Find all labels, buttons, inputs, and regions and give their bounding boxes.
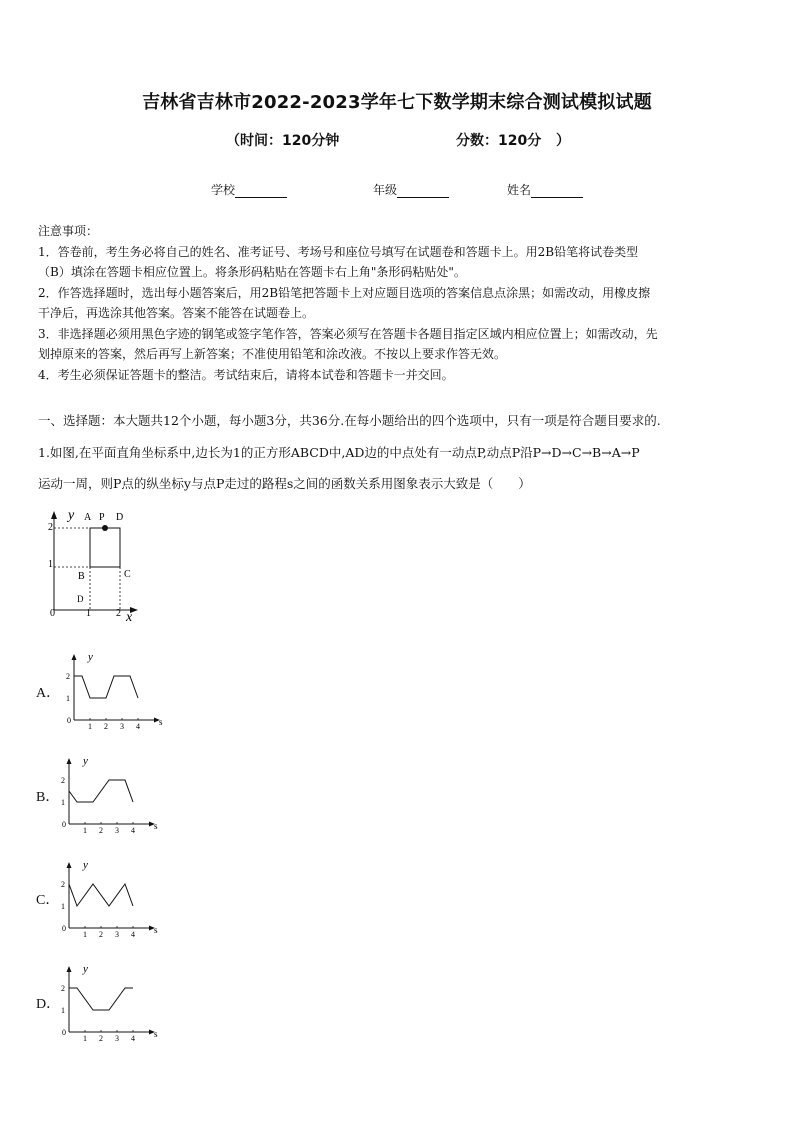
- graph-origin: 0: [67, 716, 71, 725]
- label-p: P: [99, 512, 105, 523]
- section-heading: 一、选择题：本大题共12个小题，每小题3分，共36分.在每小题给出的四个选项中，只有一项是符合题目要求的.: [38, 413, 661, 428]
- option-d-graph[interactable]: [57, 962, 167, 1042]
- name-field[interactable]: [507, 181, 583, 198]
- option-b-graph[interactable]: [57, 754, 167, 834]
- graph-x-tick: 1: [83, 1034, 87, 1042]
- graph-y-tick: 1: [61, 902, 65, 911]
- notice-line: 干净后，再选涂其他答案。答案不能答在试题卷上。: [38, 306, 315, 320]
- point-p: [102, 525, 108, 531]
- graph-y-tick: 1: [61, 1006, 65, 1015]
- graph-x-tick: 3: [115, 930, 119, 938]
- figure-tick-x1: 1: [86, 608, 91, 619]
- question-1-line-1: 1.如图,在平面直角坐标系中,边长为1的正方形ABCD中,AD边的中点处有一动点P,动点P沿P→D→C→B→A→P: [38, 445, 640, 460]
- graph-y-tick: 2: [66, 672, 70, 681]
- notice-line: 划掉原来的答案，然后再写上新答案；不准使用铅笔和涂改液。不按以上要求作答无效。: [38, 347, 507, 361]
- coordinate-figure: [44, 505, 144, 625]
- option-b-label[interactable]: B．: [36, 790, 60, 805]
- graph-y-arrow: [67, 966, 72, 972]
- graph-y-arrow: [72, 654, 77, 660]
- grade-label: 年级: [373, 183, 398, 197]
- figure-tick-y1: 1: [48, 559, 53, 570]
- option-c-label[interactable]: C．: [36, 893, 60, 908]
- graph-origin: 0: [62, 924, 66, 933]
- graph-x-tick: 2: [99, 826, 103, 834]
- notice-heading: 注意事项：: [38, 224, 99, 238]
- label-d: D: [116, 512, 124, 523]
- figure-origin: 0: [50, 608, 55, 619]
- graph-x-tick: 3: [115, 826, 119, 834]
- notice-line: 3．非选择题必须用黑色字迹的钢笔或签字笔作答，答案必须写在答题卡各题目指定区域内相应位置上；如需改动，先: [38, 326, 658, 341]
- name-blank[interactable]: [531, 185, 583, 198]
- figure-tick-x2: 2: [116, 608, 121, 619]
- label-c: C: [124, 569, 131, 580]
- graph-x-tick: 4: [131, 1034, 135, 1042]
- option-d-label[interactable]: D．: [36, 997, 61, 1012]
- notice-block: [38, 221, 758, 385]
- graph-y-tick: 1: [61, 798, 65, 807]
- graph-x-tick: 2: [99, 1034, 103, 1042]
- graph-x-tick: 3: [120, 722, 124, 730]
- graph-x-tick: 4: [131, 930, 135, 938]
- option-c-graph[interactable]: [57, 858, 167, 938]
- graph-y-tick: 1: [66, 694, 70, 703]
- grade-blank[interactable]: [397, 185, 449, 198]
- graph-function-line: [69, 780, 133, 802]
- school-label: 学校: [211, 183, 236, 197]
- graph-y-label: y: [88, 651, 93, 663]
- notice-line: （B）填涂在答题卡相应位置上。将条形码粘贴在答题卡右上角"条形码粘贴处"。: [38, 265, 466, 279]
- graph-x-tick: 1: [83, 930, 87, 938]
- notice-line: 4．考生必须保证答题卡的整洁。考试结束后，请将本试卷和答题卡一并交回。: [38, 367, 454, 382]
- graph-function-line: [69, 988, 133, 1010]
- figure-x-label: x: [126, 610, 133, 625]
- question-1-line-2: 运动一周，则P点的纵坐标y与点P走过的路程s之间的函数关系用图象表示大致是（ ）: [38, 476, 531, 491]
- graph-x-tick: 2: [104, 722, 108, 730]
- label-extra: D: [77, 594, 84, 604]
- graph-x-tick: 1: [83, 826, 87, 834]
- time-label: （时间：120分钟: [226, 133, 340, 149]
- graph-x-label: s: [159, 717, 163, 727]
- graph-y-arrow: [67, 862, 72, 868]
- figure-y-arrow: [51, 511, 57, 519]
- graph-y-tick: 2: [61, 776, 65, 785]
- school-field[interactable]: [211, 181, 287, 198]
- notice-line: 1．答卷前，考生务必将自己的姓名、准考证号、考场号和座位号填写在试题卷和答题卡上。用2B铅笔将试卷类型: [38, 244, 639, 259]
- graph-x-label: s: [154, 821, 158, 831]
- figure-y-label: y: [68, 508, 75, 523]
- option-a-label[interactable]: A．: [36, 686, 61, 701]
- label-a: A: [84, 512, 92, 523]
- school-blank[interactable]: [235, 185, 287, 198]
- score-label: 分数：120分: [456, 133, 542, 149]
- score-close: ）: [556, 133, 570, 149]
- graph-x-tick: 4: [131, 826, 135, 834]
- graph-y-label: y: [83, 859, 88, 871]
- graph-y-label: y: [83, 963, 88, 975]
- square-abcd: [90, 528, 120, 567]
- name-label: 姓名: [507, 183, 532, 197]
- graph-x-tick: 4: [136, 722, 140, 730]
- graph-x-tick: 2: [99, 930, 103, 938]
- grade-field[interactable]: [373, 181, 449, 198]
- option-a-graph[interactable]: [62, 650, 172, 730]
- figure-tick-y2: 2: [48, 522, 53, 533]
- notice-line: 2．作答选择题时，选出每小题答案后，用2B铅笔把答题卡上对应题目选项的答案信息点涂黑；如需改动，用橡皮擦: [38, 285, 651, 300]
- graph-x-label: s: [154, 925, 158, 935]
- exam-info: [226, 130, 570, 150]
- graph-x-label: s: [154, 1029, 158, 1039]
- question-1: [38, 437, 758, 499]
- graph-y-tick: 2: [61, 880, 65, 889]
- page-title: 吉林省吉林市2022-2023学年七下数学期末综合测试模拟试题: [142, 92, 652, 113]
- graph-function-line: [74, 676, 138, 698]
- graph-x-tick: 1: [88, 722, 92, 730]
- graph-function-line: [69, 884, 133, 906]
- graph-y-label: y: [83, 755, 88, 767]
- graph-y-arrow: [67, 758, 72, 764]
- label-b: B: [78, 571, 85, 582]
- graph-x-tick: 3: [115, 1034, 119, 1042]
- graph-origin: 0: [62, 820, 66, 829]
- graph-y-tick: 2: [61, 984, 65, 993]
- graph-origin: 0: [62, 1028, 66, 1037]
